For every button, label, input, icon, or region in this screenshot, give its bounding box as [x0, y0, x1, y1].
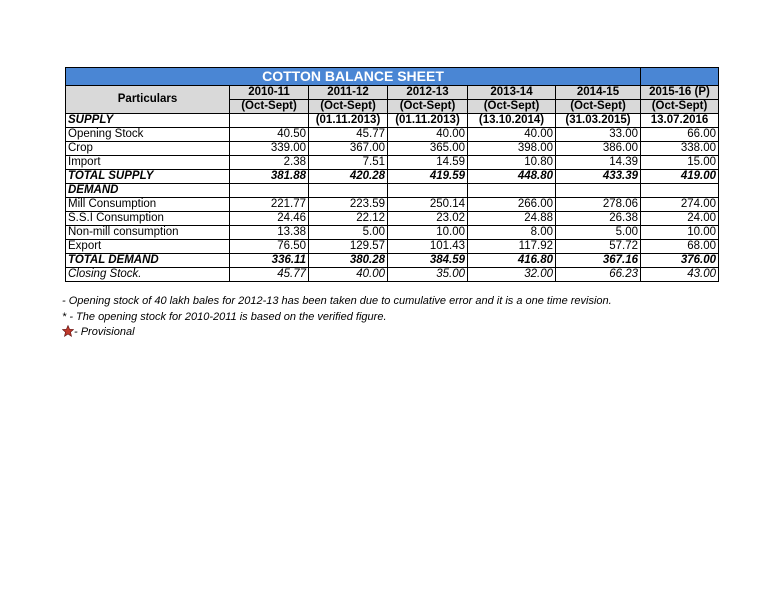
cell-value: 35.00	[388, 268, 468, 282]
table-row	[66, 156, 719, 170]
particulars-header: Particulars	[66, 86, 230, 114]
date-header: (01.11.2013)	[309, 114, 388, 128]
cell-value: 13.38	[230, 226, 309, 240]
cell-value: 380.28	[309, 254, 388, 268]
empty-cell	[641, 184, 719, 198]
cell-value: 10.00	[388, 226, 468, 240]
footnote-provisional	[62, 325, 612, 341]
empty-cell	[309, 184, 388, 198]
cell-value: 419.59	[388, 170, 468, 184]
cell-value: 66.23	[556, 268, 641, 282]
table-row	[66, 142, 719, 156]
date-header: (13.10.2014)	[468, 114, 556, 128]
cell-value: 45.77	[309, 128, 388, 142]
empty-cell	[388, 184, 468, 198]
cell-value: 2.38	[230, 156, 309, 170]
cell-value: 24.00	[641, 212, 719, 226]
cell-value: 43.00	[641, 268, 719, 282]
demand-section-row	[66, 184, 719, 198]
year-header: 2015-16 (P)	[641, 86, 719, 100]
year-header: 2012-13	[388, 86, 468, 100]
row-label: Non-mill consumption	[66, 226, 230, 240]
total-supply-label: TOTAL SUPPLY	[66, 170, 230, 184]
cell-value: 129.57	[309, 240, 388, 254]
cell-value: 40.00	[468, 128, 556, 142]
cell-value: 24.88	[468, 212, 556, 226]
date-header: (31.03.2015)	[556, 114, 641, 128]
table-row	[66, 226, 719, 240]
season-header: (Oct-Sept)	[388, 100, 468, 114]
row-label: Mill Consumption	[66, 198, 230, 212]
header-row-year	[66, 86, 719, 100]
cell-value: 5.00	[556, 226, 641, 240]
season-header: (Oct-Sept)	[230, 100, 309, 114]
cell-value: 14.59	[388, 156, 468, 170]
table-row	[66, 212, 719, 226]
cell-value: 45.77	[230, 268, 309, 282]
cell-value: 278.06	[556, 198, 641, 212]
footnote-opening-stock: - Opening stock of 40 lakh bales for 2012-13 has been taken due to cumulative error and it is a one time revision.	[62, 295, 612, 307]
cell-value: 420.28	[309, 170, 388, 184]
row-label: S.S.I Consumption	[66, 212, 230, 226]
cell-value: 384.59	[388, 254, 468, 268]
cell-value: 339.00	[230, 142, 309, 156]
cell-value: 338.00	[641, 142, 719, 156]
cell-value: 7.51	[309, 156, 388, 170]
cell-value: 57.72	[556, 240, 641, 254]
cell-value: 33.00	[556, 128, 641, 142]
footnote-verified-figure: * - The opening stock for 2010-2011 is based on the verified figure.	[62, 310, 387, 323]
cell-value: 76.50	[230, 240, 309, 254]
footnotes	[62, 294, 612, 341]
cell-value: 40.50	[230, 128, 309, 142]
row-label: Import	[66, 156, 230, 170]
row-label: Export	[66, 240, 230, 254]
total-supply-row	[66, 170, 719, 184]
cell-value: 117.92	[468, 240, 556, 254]
title-blank-cell	[641, 68, 719, 86]
star-icon	[62, 325, 74, 337]
cell-value: 419.00	[641, 170, 719, 184]
year-header: 2011-12	[309, 86, 388, 100]
row-label: Opening Stock	[66, 128, 230, 142]
table-row	[66, 128, 719, 142]
cell-value: 367.16	[556, 254, 641, 268]
cell-value: 221.77	[230, 198, 309, 212]
cell-value: 24.46	[230, 212, 309, 226]
cell-value: 336.11	[230, 254, 309, 268]
cell-value: 23.02	[388, 212, 468, 226]
table-row	[66, 240, 719, 254]
cell-value: 448.80	[468, 170, 556, 184]
cell-value: 5.00	[309, 226, 388, 240]
cell-value: 274.00	[641, 198, 719, 212]
year-header: 2010-11	[230, 86, 309, 100]
cell-value: 416.80	[468, 254, 556, 268]
table-row	[66, 198, 719, 212]
date-header: 13.07.2016	[641, 114, 719, 128]
cell-value: 433.39	[556, 170, 641, 184]
empty-cell	[468, 184, 556, 198]
cotton-balance-table	[65, 67, 719, 282]
cell-value: 40.00	[309, 268, 388, 282]
season-header: (Oct-Sept)	[468, 100, 556, 114]
provisional-label: - Provisional	[74, 326, 135, 338]
closing-stock-label: Closing Stock.	[66, 268, 230, 282]
cell-value: 68.00	[641, 240, 719, 254]
cell-value: 40.00	[388, 128, 468, 142]
cell-value: 250.14	[388, 198, 468, 212]
cell-value: 223.59	[309, 198, 388, 212]
row-label: Crop	[66, 142, 230, 156]
cell-value: 266.00	[468, 198, 556, 212]
closing-stock-row	[66, 268, 719, 282]
supply-section-label: SUPPLY	[66, 114, 230, 128]
empty-cell	[230, 184, 309, 198]
demand-section-label: DEMAND	[66, 184, 230, 198]
cell-value: 365.00	[388, 142, 468, 156]
supply-section-row	[66, 114, 719, 128]
cell-value: 386.00	[556, 142, 641, 156]
date-header	[230, 114, 309, 128]
cell-value: 10.80	[468, 156, 556, 170]
season-header: (Oct-Sept)	[641, 100, 719, 114]
cell-value: 8.00	[468, 226, 556, 240]
cell-value: 14.39	[556, 156, 641, 170]
empty-cell	[556, 184, 641, 198]
cell-value: 101.43	[388, 240, 468, 254]
season-header: (Oct-Sept)	[556, 100, 641, 114]
cell-value: 15.00	[641, 156, 719, 170]
cell-value: 66.00	[641, 128, 719, 142]
title-row	[66, 68, 719, 86]
cell-value: 398.00	[468, 142, 556, 156]
cell-value: 26.38	[556, 212, 641, 226]
date-header: (01.11.2013)	[388, 114, 468, 128]
cell-value: 10.00	[641, 226, 719, 240]
total-demand-row	[66, 254, 719, 268]
cell-value: 22.12	[309, 212, 388, 226]
cell-value: 381.88	[230, 170, 309, 184]
sheet-title: COTTON BALANCE SHEET	[66, 68, 641, 86]
season-header: (Oct-Sept)	[309, 100, 388, 114]
cell-value: 32.00	[468, 268, 556, 282]
year-header: 2014-15	[556, 86, 641, 100]
total-demand-label: TOTAL DEMAND	[66, 254, 230, 268]
year-header: 2013-14	[468, 86, 556, 100]
cell-value: 367.00	[309, 142, 388, 156]
cell-value: 376.00	[641, 254, 719, 268]
